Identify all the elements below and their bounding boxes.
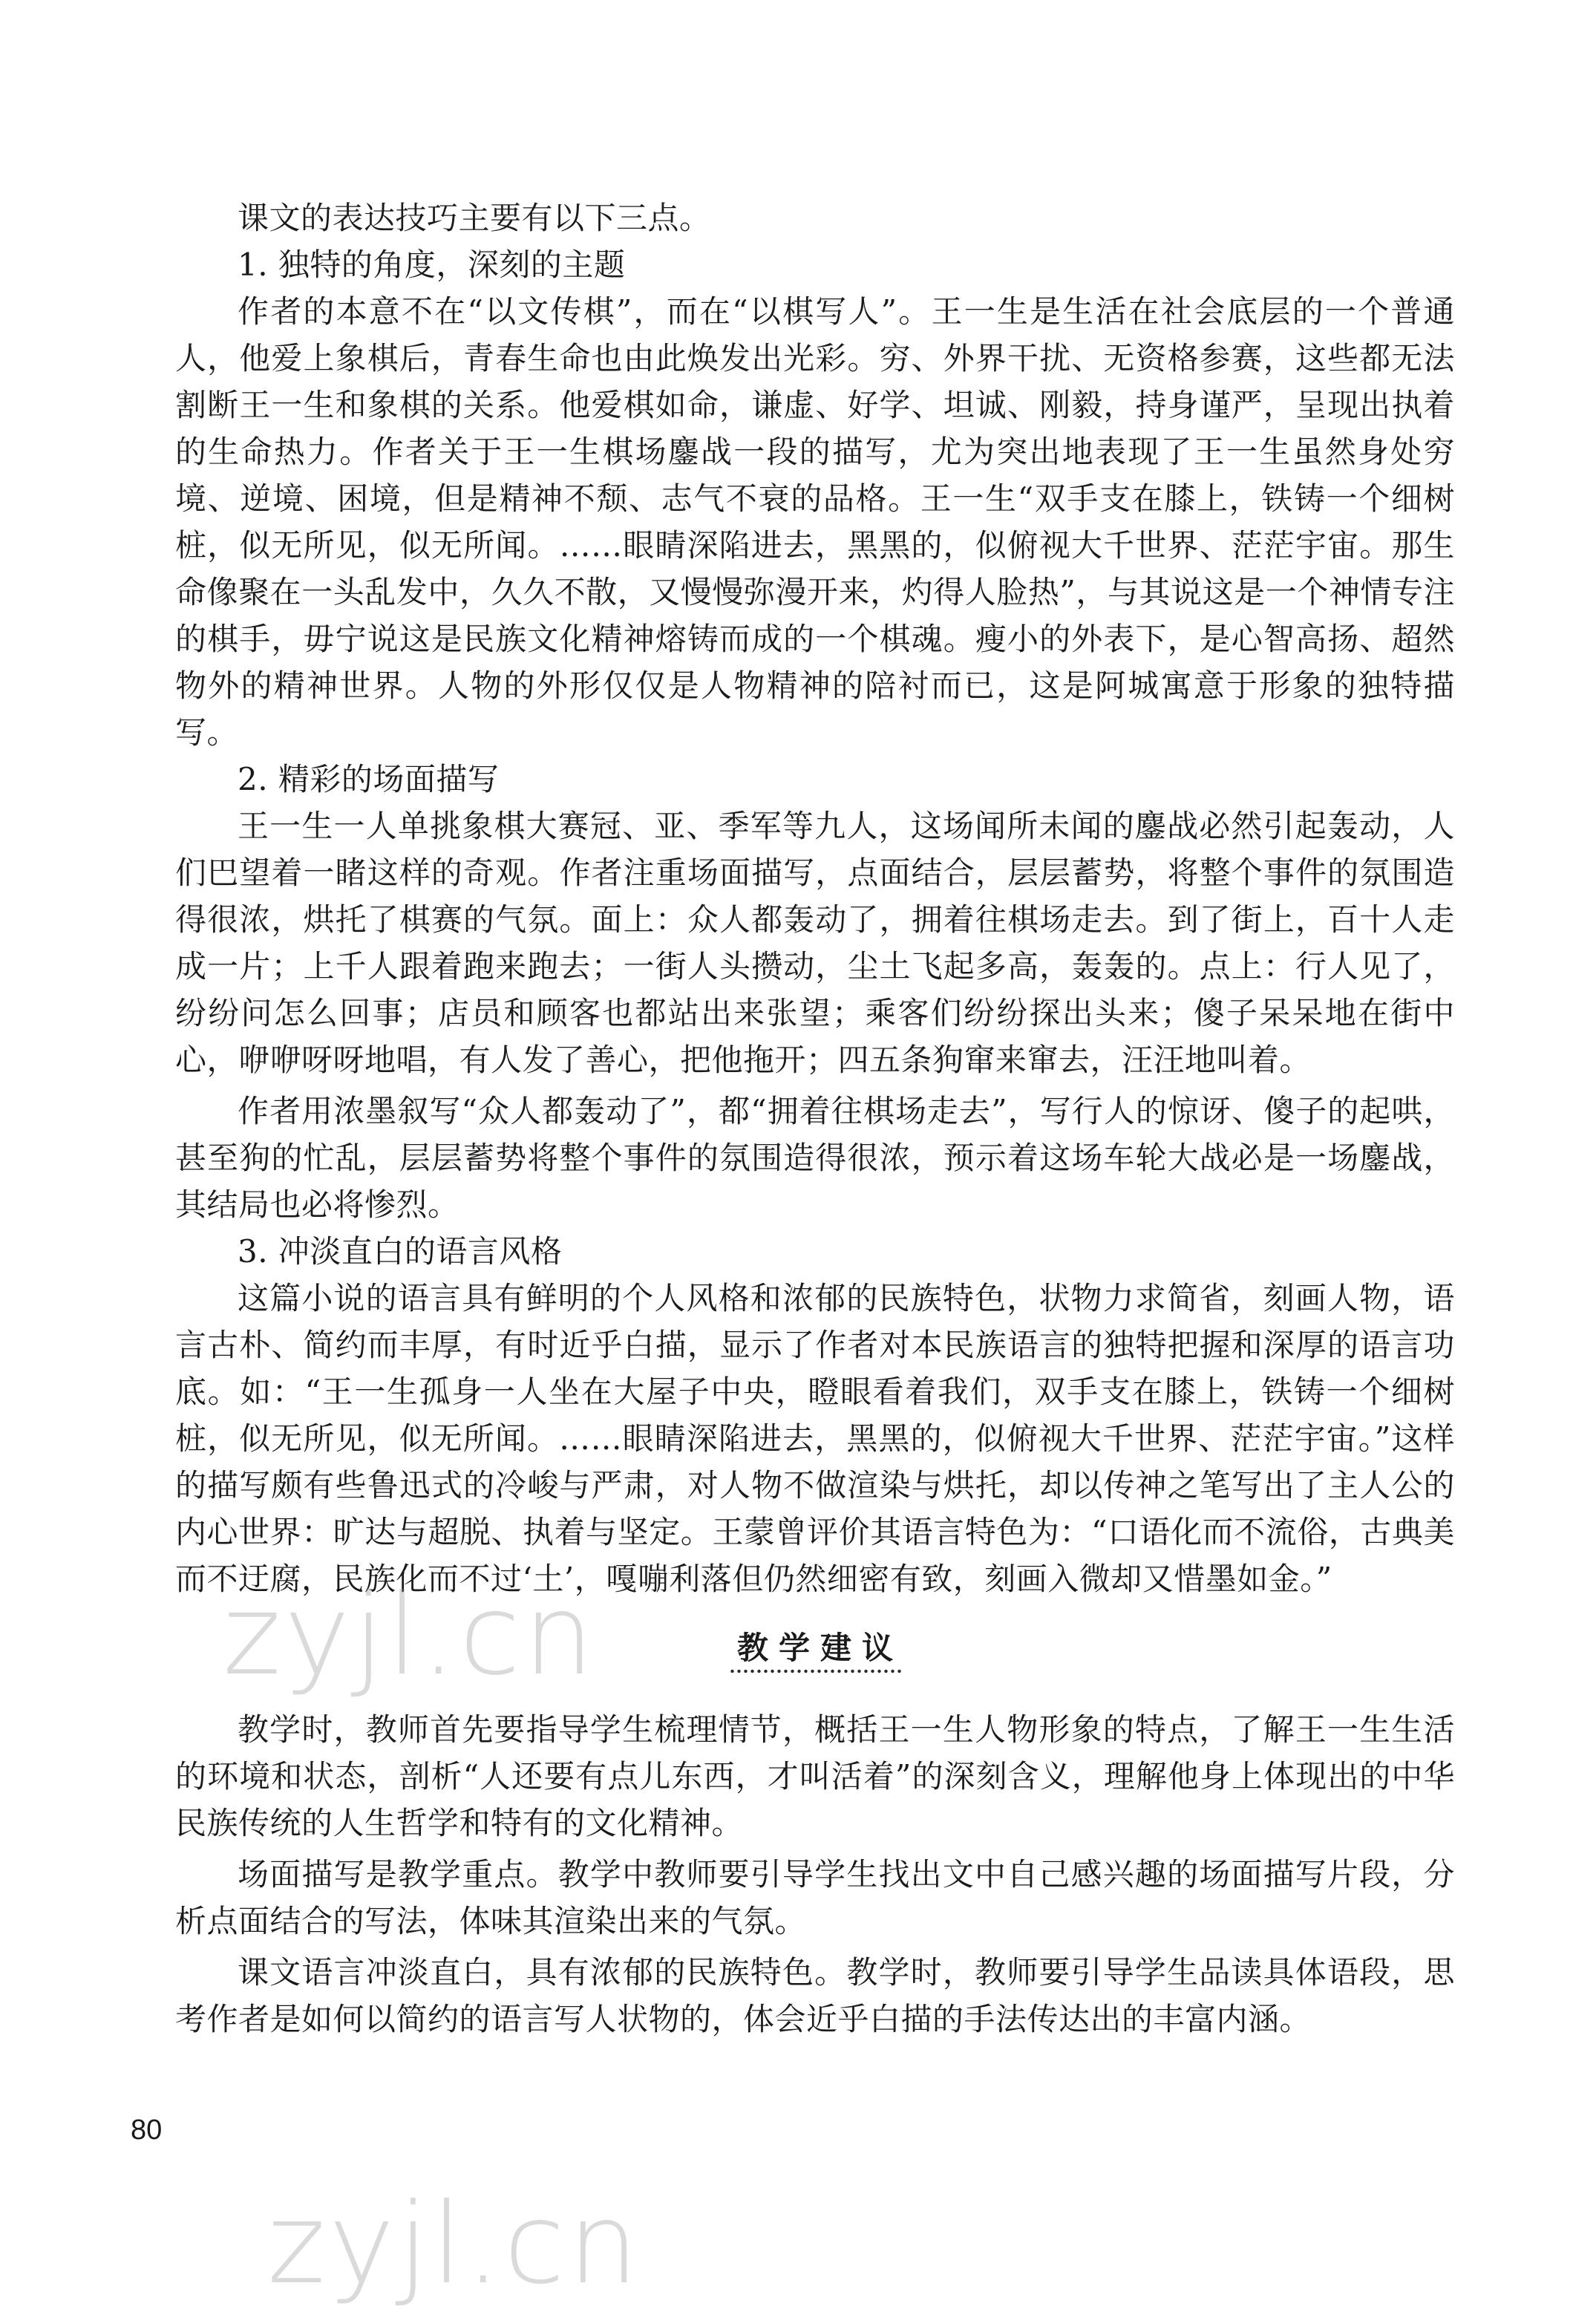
page-number: 80 [131, 2114, 163, 2146]
paragraph-scene-analysis: 作者用浓墨叙写“众人都轰动了”，都“拥着往棋场走去”，写行人的惊讶、傻子的起哄，甚至狗的忙乱，层层蓄势将整个事件的氛围造得很浓，预示着这场车轮大战必是一场鏖战，其结局也必将惨烈。 [175, 1093, 1455, 1223]
section-title-teaching [175, 1624, 1455, 1679]
page-content [175, 195, 1455, 2042]
section-title-text: 教学建议 [736, 1630, 903, 1666]
watermark-lower: zyjl.cn [267, 2180, 642, 2309]
teaching-paragraph-3: 课文语言冲淡直白，具有浓郁的民族特色。教学时，教师要引导学生品读具体语段，思考作者是如何以简约的语言写人状物的，体会近乎白描的手法传达出的丰富内涵。 [175, 1954, 1455, 2037]
intro-paragraph: 课文的表达技巧主要有以下三点。 [238, 200, 711, 236]
teaching-paragraph-2: 场面描写是教学重点。教学中教师要引导学生找出文中自己感兴趣的场面描写片段，分析点面结合的写法，体味其渲染出来的气氛。 [175, 1856, 1455, 1939]
section-title-dotted-underline [729, 1669, 901, 1673]
teaching-paragraph-1: 教学时，教师首先要指导学生梳理情节，概括王一生人物形象的特点，了解王一生生活的环境和状态，剖析“人还要有点儿东西，才叫活着”的深刻含义，理解他身上体现出的中华民族传统的人生哲学和特有的文化精神。 [175, 1711, 1455, 1841]
heading-unique-angle: 1. 独特的角度，深刻的主题 [238, 246, 626, 283]
heading-language-style: 3. 冲淡直白的语言风格 [238, 1233, 563, 1270]
heading-scene-description: 2. 精彩的场面描写 [238, 761, 500, 797]
paragraph-unique-angle: 作者的本意不在“以文传棋”，而在“以棋写人”。王一生是生活在社会底层的一个普通人，他爱上象棋后，青春生命也由此焕发出光彩。穷、外界干扰、无资格参赛，这些都无法割断王一生和象棋的关系。他爱棋如命，谦虚、好学、坦诚、刚毅，持身谨严，呈现出执着的生命热力。作者关于王一生棋场鏖战一段的描写，尤为突出地表现了王一生虽然身处穷境、逆境、困境，但是精神不颓、志气不衰的品格。王一生“双手支在膝上，铁铸一个细树桩，似无所见，似无所闻。……眼睛深陷进去，黑黑的，似俯视大千世界、茫茫宇宙。那生命像聚在一头乱发中，久久不散，又慢慢弥漫开来，灼得人脸热”，与其说这是一个神情专注的棋手，毋宁说这是民族文化精神熔铸而成的一个棋魂。瘦小的外表下，是心智高扬、超然物外的精神世界。人物的外形仅仅是人物精神的陪衬而已，这是阿城寓意于形象的独特描写。 [175, 293, 1455, 751]
watermark-upper: zyjl.cn [223, 1571, 598, 1700]
paragraph-language-style: 这篇小说的语言具有鲜明的个人风格和浓郁的民族特色，状物力求简省，刻画人物，语言古朴、简约而丰厚，有时近乎白描，显示了作者对本民族语言的独特把握和深厚的语言功底。如：“王一生孤身一人坐在大屋子中央，瞪眼看着我们，双手支在膝上，铁铸一个细树桩，似无所见，似无所闻。……眼睛深陷进去，黑黑的，似俯视大千世界、茫茫宇宙。”这样的描写颇有些鲁迅式的冷峻与严肃，对人物不做渲染与烘托，却以传神之笔写出了主人公的内心世界：旷达与超脱、执着与坚定。王蒙曾评价其语言特色为：“口语化而不流俗，古典美而不迂腐，民族化而不过‘土’，嘎嘣利落但仍然细密有致，刻画入微却又惜墨如金。” [175, 1280, 1455, 1597]
paragraph-scene-description: 王一生一人单挑象棋大赛冠、亚、季军等九人，这场闻所未闻的鏖战必然引起轰动，人们巴望着一睹这样的奇观。作者注重场面描写，点面结合，层层蓄势，将整个事件的氛围造得很浓，烘托了棋赛的气氛。面上：众人都轰动了，拥着往棋场走去。到了街上，百十人走成一片；上千人跟着跑来跑去；一街人头攒动，尘土飞起多高，轰轰的。点上：行人见了，纷纷问怎么回事；店员和顾客也都站出来张望；乘客们纷纷探出头来；傻子呆呆地在街中心，咿咿呀呀地唱，有人发了善心，把他拖开；四五条狗窜来窜去，汪汪地叫着。 [175, 808, 1455, 1078]
